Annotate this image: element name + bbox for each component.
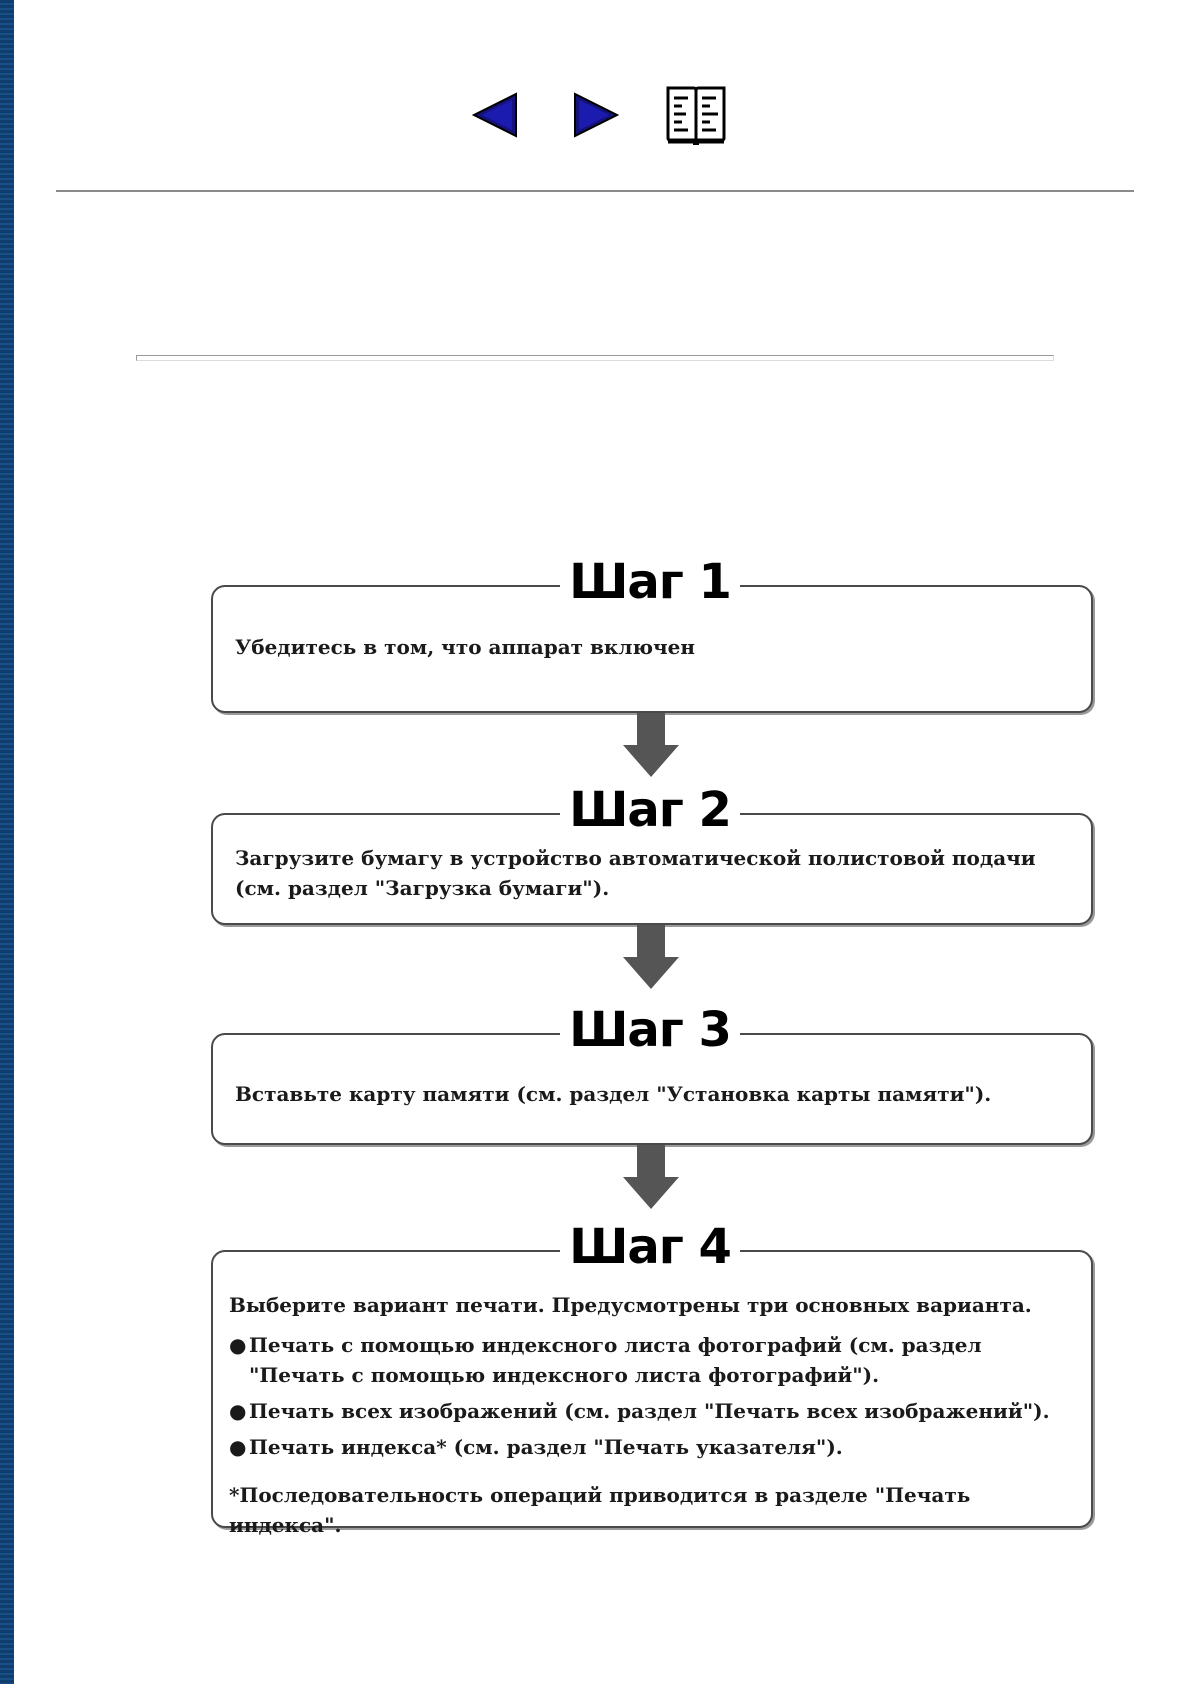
step-4-box [211, 1250, 1093, 1537]
step-4-intro: Выберите вариант печати. Предусмотрены три основных варианта. [229, 1293, 1032, 1317]
prev-arrow-icon[interactable] [472, 92, 518, 142]
step-1-text: Убедитесь в том, что аппарат включен [235, 635, 695, 659]
step-4-footnote: *Последовательность операций приводится в разделе "Печать индекса". [229, 1483, 971, 1537]
top-divider [56, 190, 1134, 192]
step-3-text: Вставьте карту памяти (см. раздел "Установка карты памяти"). [235, 1082, 992, 1106]
step-3-title: Шаг 3 [560, 1000, 740, 1060]
step-2-title: Шаг 2 [560, 780, 740, 840]
left-border-bar [0, 0, 14, 1684]
list-item: ● Печать с помощью индексного листа фотографий (см. раздел "Печать с помощью индексного листа фотографий"). [229, 1330, 1075, 1390]
step-4-title: Шаг 4 [560, 1217, 740, 1277]
bullet-icon: ● [229, 1333, 247, 1357]
book-icon[interactable] [664, 84, 728, 150]
next-arrow-icon[interactable] [573, 92, 619, 142]
navigation-bar [0, 84, 1190, 154]
flow-arrow-icon [621, 1145, 681, 1211]
bullet-icon: ● [229, 1399, 247, 1423]
flow-arrow-icon [621, 925, 681, 991]
list-item: ● Печать всех изображений (см. раздел "Печать всех изображений"). [229, 1396, 1075, 1426]
list-item: ● Печать индекса* (см. раздел "Печать указателя"). [229, 1432, 1075, 1462]
section-divider [136, 355, 1054, 361]
step-1-title: Шаг 1 [560, 552, 740, 612]
bullet-icon: ● [229, 1435, 247, 1459]
print-options-list [229, 1330, 1075, 1468]
flow-arrow-icon [621, 713, 681, 779]
step-2-text: Загрузите бумагу в устройство автоматической полистовой подачи (см. раздел "Загрузка бумаги"). [235, 846, 1036, 900]
